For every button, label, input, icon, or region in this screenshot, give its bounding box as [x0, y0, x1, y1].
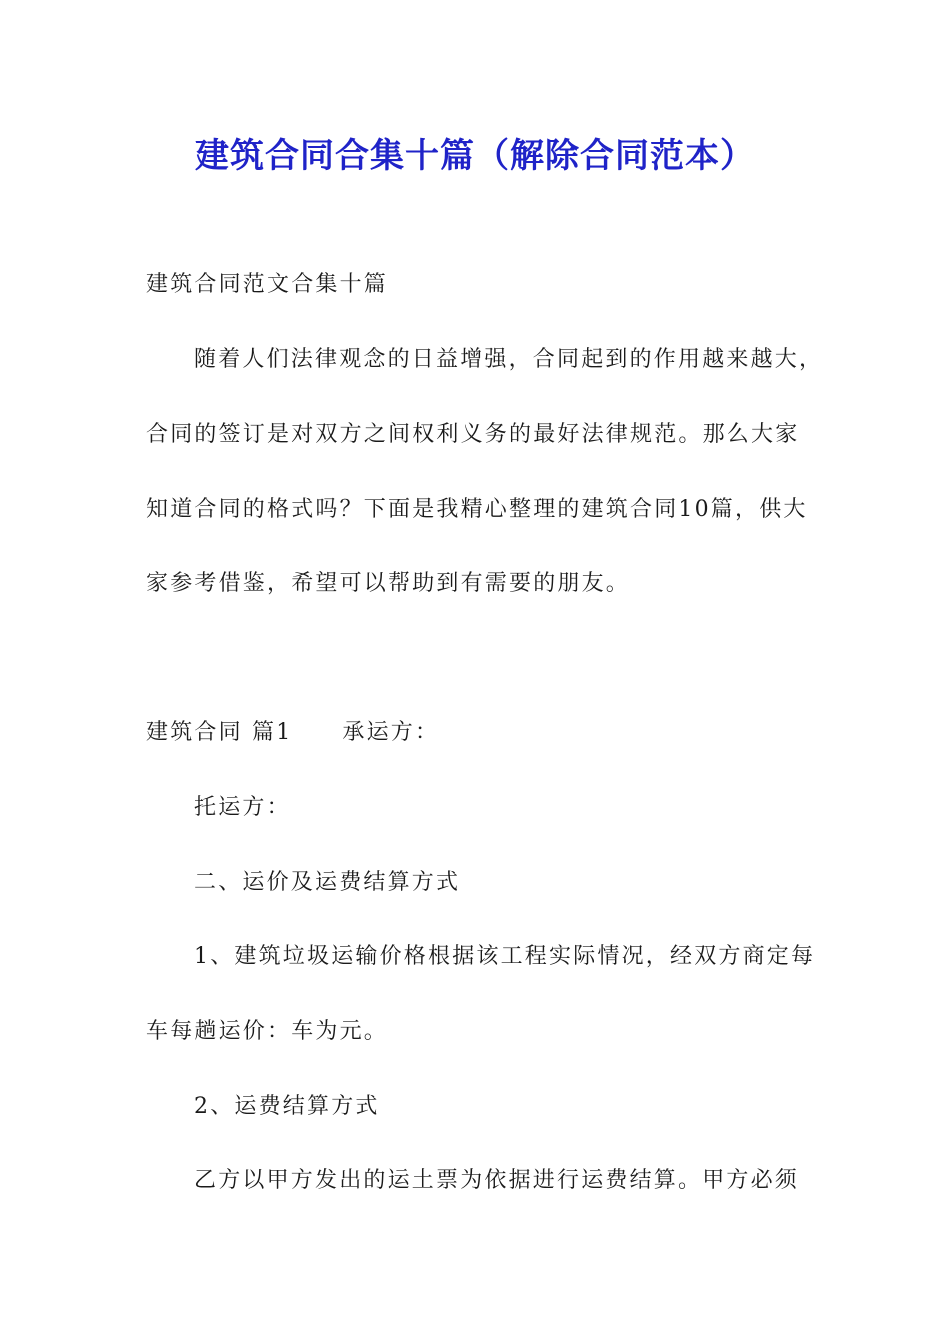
document-subtitle: 建筑合同范文合集十篇 [146, 272, 389, 297]
item-2-heading: 2、运费结算方式 [194, 1094, 380, 1119]
clause-2-heading: 二、运价及运费结算方式 [194, 870, 461, 895]
item-1-line-1: 1、建筑垃圾运输价格根据该工程实际情况，经双方商定每 [194, 944, 816, 969]
intro-line-2: 合同的签订是对双方之间权利义务的最好法律规范。那么大家 [146, 422, 800, 447]
intro-line-1: 随着人们法律观念的日益增强，合同起到的作用越来越大， [194, 347, 824, 372]
item-2-line-1: 乙方以甲方发出的运土票为依据进行运费结算。甲方必须 [194, 1168, 800, 1193]
document-title: 建筑合同合集十篇（解除合同范本） [195, 136, 755, 176]
shipper-label: 托运方： [194, 795, 291, 820]
carrier-label: 承运方： [342, 720, 440, 745]
intro-line-4: 家参考借鉴，希望可以帮助到有需要的朋友。 [146, 571, 631, 596]
intro-line-3: 知道合同的格式吗？下面是我精心整理的建筑合同10篇，供大 [146, 497, 808, 522]
item-1-line-2: 车每趟运价：车为元。 [146, 1019, 389, 1044]
section-heading: 建筑合同 篇1 [146, 720, 293, 745]
section-heading-row [146, 718, 439, 748]
